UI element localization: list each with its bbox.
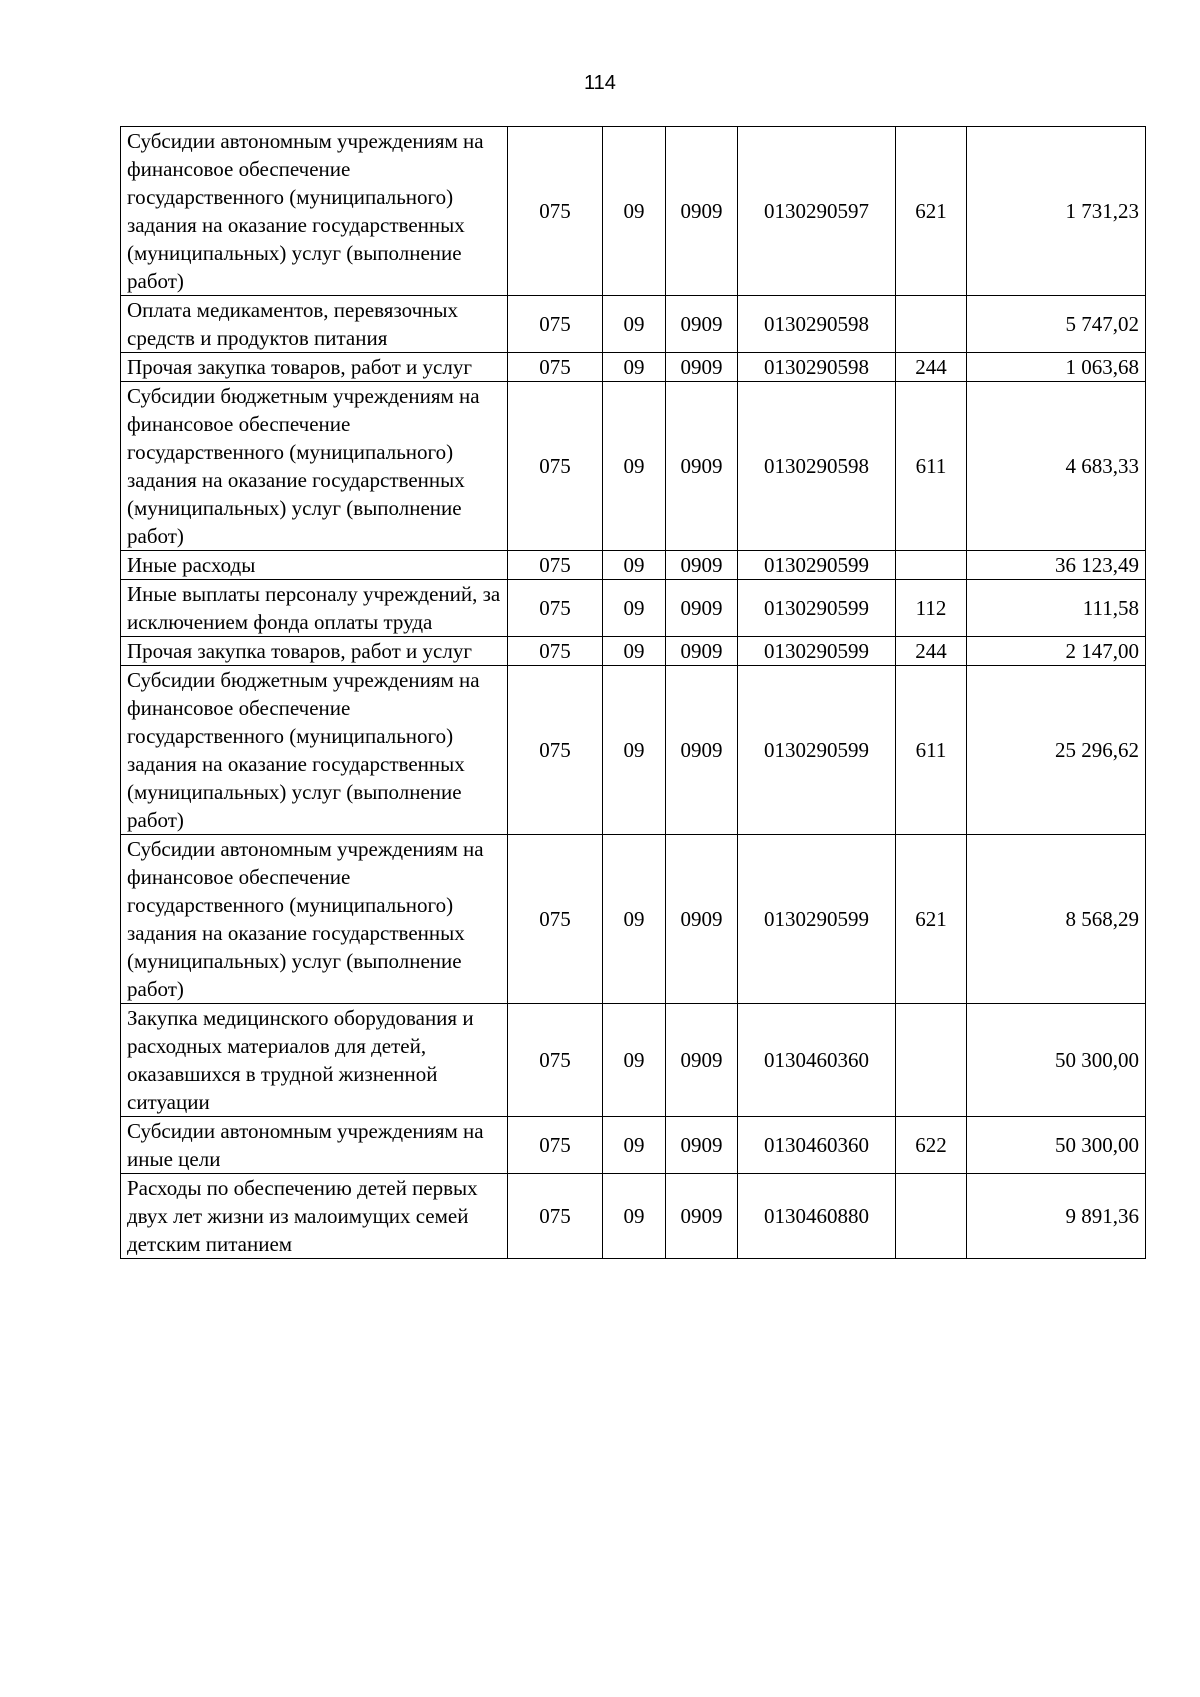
table-row — [121, 353, 1146, 382]
table-row — [121, 382, 1146, 551]
row-amount: 4 683,33 — [967, 382, 1146, 551]
row-expense-type — [896, 296, 967, 353]
row-subsection-code: 0909 — [666, 296, 738, 353]
row-target-code: 0130290599 — [738, 666, 896, 835]
row-subsection-code: 0909 — [666, 1117, 738, 1174]
row-section-code: 09 — [603, 1004, 666, 1117]
row-amount: 8 568,29 — [967, 835, 1146, 1004]
row-subsection-code: 0909 — [666, 1174, 738, 1259]
row-section-code: 09 — [603, 1117, 666, 1174]
row-target-code: 0130290598 — [738, 382, 896, 551]
row-subsection-code: 0909 — [666, 353, 738, 382]
table-row — [121, 551, 1146, 580]
page-number: 114 — [584, 72, 616, 94]
row-ministry-code: 075 — [508, 1117, 603, 1174]
row-ministry-code: 075 — [508, 1004, 603, 1117]
row-expense-type — [896, 1174, 967, 1259]
row-amount: 1 063,68 — [967, 353, 1146, 382]
row-target-code: 0130290598 — [738, 353, 896, 382]
table-row — [121, 1004, 1146, 1117]
row-amount: 9 891,36 — [967, 1174, 1146, 1259]
row-target-code: 0130290597 — [738, 127, 896, 296]
row-expense-type: 244 — [896, 353, 967, 382]
row-name: Субсидии автономным учреждениям на финансовое обеспечение государственного (муниципального) задания на оказание государственных (муниципальных) услуг (выполнение работ) — [121, 127, 508, 296]
row-section-code: 09 — [603, 1174, 666, 1259]
row-section-code: 09 — [603, 666, 666, 835]
row-name: Расходы по обеспечению детей первых двух лет жизни из малоимущих семей детским питанием — [121, 1174, 508, 1259]
row-name: Субсидии бюджетным учреждениям на финансовое обеспечение государственного (муниципального) задания на оказание государственных (муниципальных) услуг (выполнение работ) — [121, 666, 508, 835]
row-ministry-code: 075 — [508, 1174, 603, 1259]
row-target-code: 0130290599 — [738, 637, 896, 666]
row-section-code: 09 — [603, 637, 666, 666]
row-target-code: 0130290599 — [738, 551, 896, 580]
row-subsection-code: 0909 — [666, 637, 738, 666]
row-ministry-code: 075 — [508, 551, 603, 580]
row-subsection-code: 0909 — [666, 1004, 738, 1117]
row-name: Оплата медикаментов, перевязочных средств и продуктов питания — [121, 296, 508, 353]
table-row — [121, 637, 1146, 666]
row-section-code: 09 — [603, 382, 666, 551]
row-expense-type: 611 — [896, 382, 967, 551]
row-section-code: 09 — [603, 551, 666, 580]
row-ministry-code: 075 — [508, 666, 603, 835]
row-ministry-code: 075 — [508, 296, 603, 353]
row-section-code: 09 — [603, 296, 666, 353]
row-ministry-code: 075 — [508, 127, 603, 296]
row-ministry-code: 075 — [508, 353, 603, 382]
row-expense-type: 621 — [896, 127, 967, 296]
row-ministry-code: 075 — [508, 835, 603, 1004]
table-row — [121, 666, 1146, 835]
row-amount: 50 300,00 — [967, 1117, 1146, 1174]
row-ministry-code: 075 — [508, 382, 603, 551]
row-target-code: 0130290599 — [738, 835, 896, 1004]
row-ministry-code: 075 — [508, 637, 603, 666]
table-row — [121, 127, 1146, 296]
row-amount: 36 123,49 — [967, 551, 1146, 580]
row-target-code: 0130460360 — [738, 1117, 896, 1174]
row-subsection-code: 0909 — [666, 551, 738, 580]
row-target-code: 0130290598 — [738, 296, 896, 353]
row-expense-type: 621 — [896, 835, 967, 1004]
row-expense-type — [896, 1004, 967, 1117]
row-expense-type: 112 — [896, 580, 967, 637]
budget-table — [120, 126, 1146, 1259]
table-row — [121, 1117, 1146, 1174]
row-amount: 5 747,02 — [967, 296, 1146, 353]
row-name: Субсидии бюджетным учреждениям на финансовое обеспечение государственного (муниципального) задания на оказание государственных (муниципальных) услуг (выполнение работ) — [121, 382, 508, 551]
row-section-code: 09 — [603, 835, 666, 1004]
row-subsection-code: 0909 — [666, 666, 738, 835]
row-name: Субсидии автономным учреждениям на иные цели — [121, 1117, 508, 1174]
row-name: Закупка медицинского оборудования и расходных материалов для детей, оказавшихся в трудной жизненной ситуации — [121, 1004, 508, 1117]
row-subsection-code: 0909 — [666, 835, 738, 1004]
table-row — [121, 1174, 1146, 1259]
row-subsection-code: 0909 — [666, 127, 738, 296]
table-row — [121, 580, 1146, 637]
row-amount: 25 296,62 — [967, 666, 1146, 835]
row-subsection-code: 0909 — [666, 580, 738, 637]
row-section-code: 09 — [603, 580, 666, 637]
row-target-code: 0130290599 — [738, 580, 896, 637]
table-row — [121, 835, 1146, 1004]
row-subsection-code: 0909 — [666, 382, 738, 551]
table-row — [121, 296, 1146, 353]
row-amount: 111,58 — [967, 580, 1146, 637]
row-section-code: 09 — [603, 127, 666, 296]
row-name: Иные расходы — [121, 551, 508, 580]
row-amount: 50 300,00 — [967, 1004, 1146, 1117]
row-section-code: 09 — [603, 353, 666, 382]
row-amount: 2 147,00 — [967, 637, 1146, 666]
row-target-code: 0130460360 — [738, 1004, 896, 1117]
row-amount: 1 731,23 — [967, 127, 1146, 296]
row-name: Прочая закупка товаров, работ и услуг — [121, 353, 508, 382]
row-target-code: 0130460880 — [738, 1174, 896, 1259]
row-ministry-code: 075 — [508, 580, 603, 637]
row-expense-type: 622 — [896, 1117, 967, 1174]
row-expense-type: 611 — [896, 666, 967, 835]
row-name: Прочая закупка товаров, работ и услуг — [121, 637, 508, 666]
row-expense-type: 244 — [896, 637, 967, 666]
row-expense-type — [896, 551, 967, 580]
row-name: Субсидии автономным учреждениям на финансовое обеспечение государственного (муниципального) задания на оказание государственных (муниципальных) услуг (выполнение работ) — [121, 835, 508, 1004]
row-name: Иные выплаты персоналу учреждений, за исключением фонда оплаты труда — [121, 580, 508, 637]
